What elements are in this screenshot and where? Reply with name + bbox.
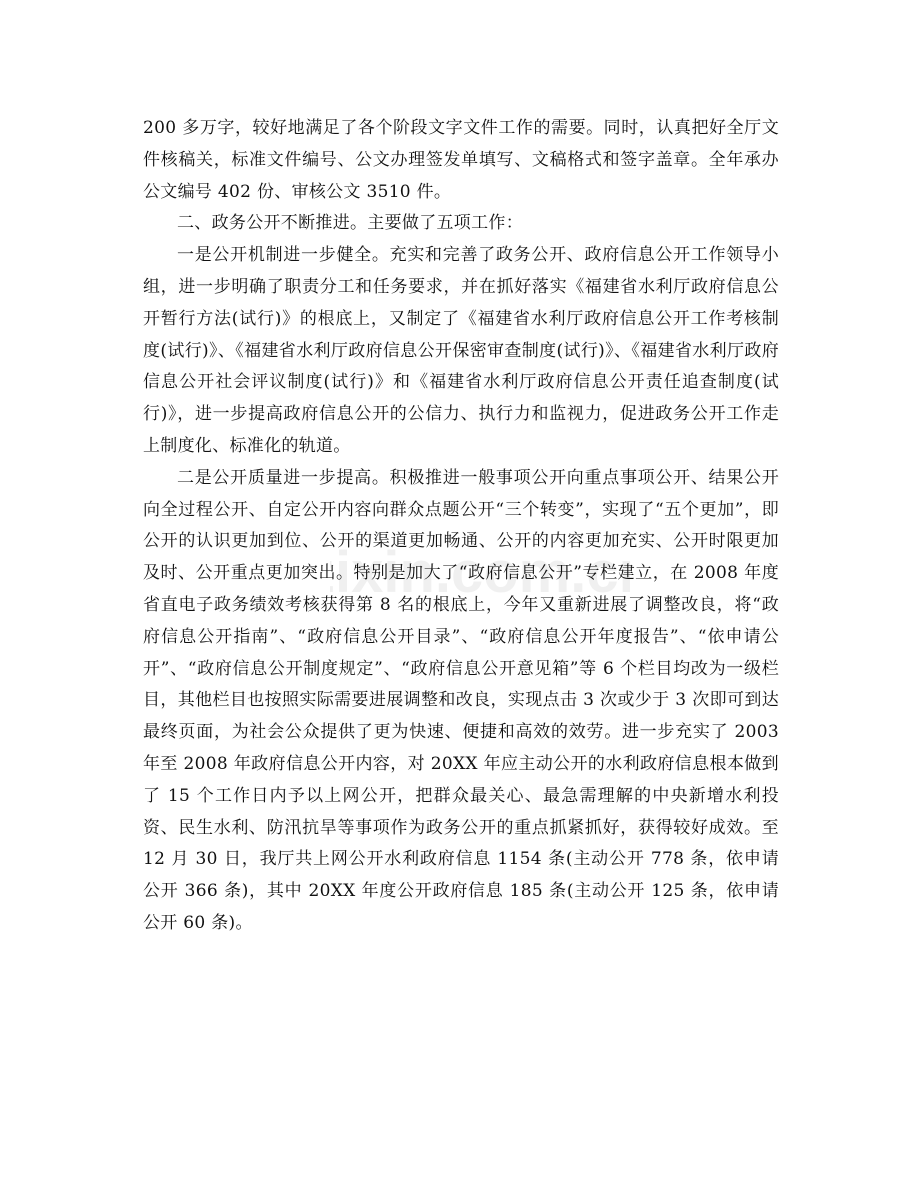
paragraph-quality: 二是公开质量进一步提高。积极推进一般事项公开向重点事项公开、结果公开向全过程公开、自定公开内容向群众点题公开“三个转变”，实现了“五个更加”，即公开的认识更加到位、公开的渠道更加畅通、公开的内容更加充实、公开时限更加及时、公开重点更加突出。特别是加大了“政府信息公开”专栏建立，在 2008 年度省直电子政务绩效考核获得第 8 名的根底上，今年又重新进展了调整改良，将“政府信息公开指南”、“政府信息公开目录”、“政府信息公开年度报告”、“依申请公开”、“政府信息公开制度规定”、“政府信息公开意见箱”等 6 个栏目均改为一级栏目，其他栏目也按照实际需要进展调整和改良，实现点击 3 次或少于 3 次即可到达最终页面，为社会公众提供了更为快速、便捷和高效的效劳。进一步充实了 2003 年至 2008 年政府信息公开内容，对 20XX 年应主动公开的水利政府信息根本做到了 15 个工作日内予以上网公开，把群众最关心、最急需理解的中央新增水利投资、民生水利、防汛抗旱等事项作为政务公开的重点抓紧抓好，获得较好成效。至 12 月 30 日，我厅共上网公开水利政府信息 1154 条(主动公开 778 条，依申请公开 366 条)，其中 20XX 年度公开政府信息 185 条(主动公开 125 条，依申请公开 60 条)。 [143,467,779,933]
paragraph-mechanism: 一是公开机制进一步健全。充实和完善了政务公开、政府信息公开工作领导小组，进一步明确了职责分工和任务要求，并在抓好落实《福建省水利厅政府信息公开暂行方法(试行)》的根底上，又制定了《福建省水利厅政府信息公开工作考核制度(试行)》、《福建省水利厅政府信息公开保密审查制度(试行)》、《福建省水利厅政府信息公开社会评议制度(试行)》和《福建省水利厅政府信息公开责任追查制度(试行)》，进一步提高政府信息公开的公信力、执行力和监视力，促进政务公开工作走上制度化、标准化的轨道。 [143,245,779,456]
paragraph-continuation: 200 多万字，较好地满足了各个阶段文字文件工作的需要。同时，认真把好全厅文件核稿关，标准文件编号、公文办理签发单填写、文稿格式和签字盖章。全年承办公文编号 402 份、审核公文 3510 件。 [143,118,779,202]
document-body [143,113,779,940]
watermark-text: ixin.com.c [334,540,619,605]
section-heading-two: 二、政务公开不断推进。主要做了五项工作： [177,213,523,234]
